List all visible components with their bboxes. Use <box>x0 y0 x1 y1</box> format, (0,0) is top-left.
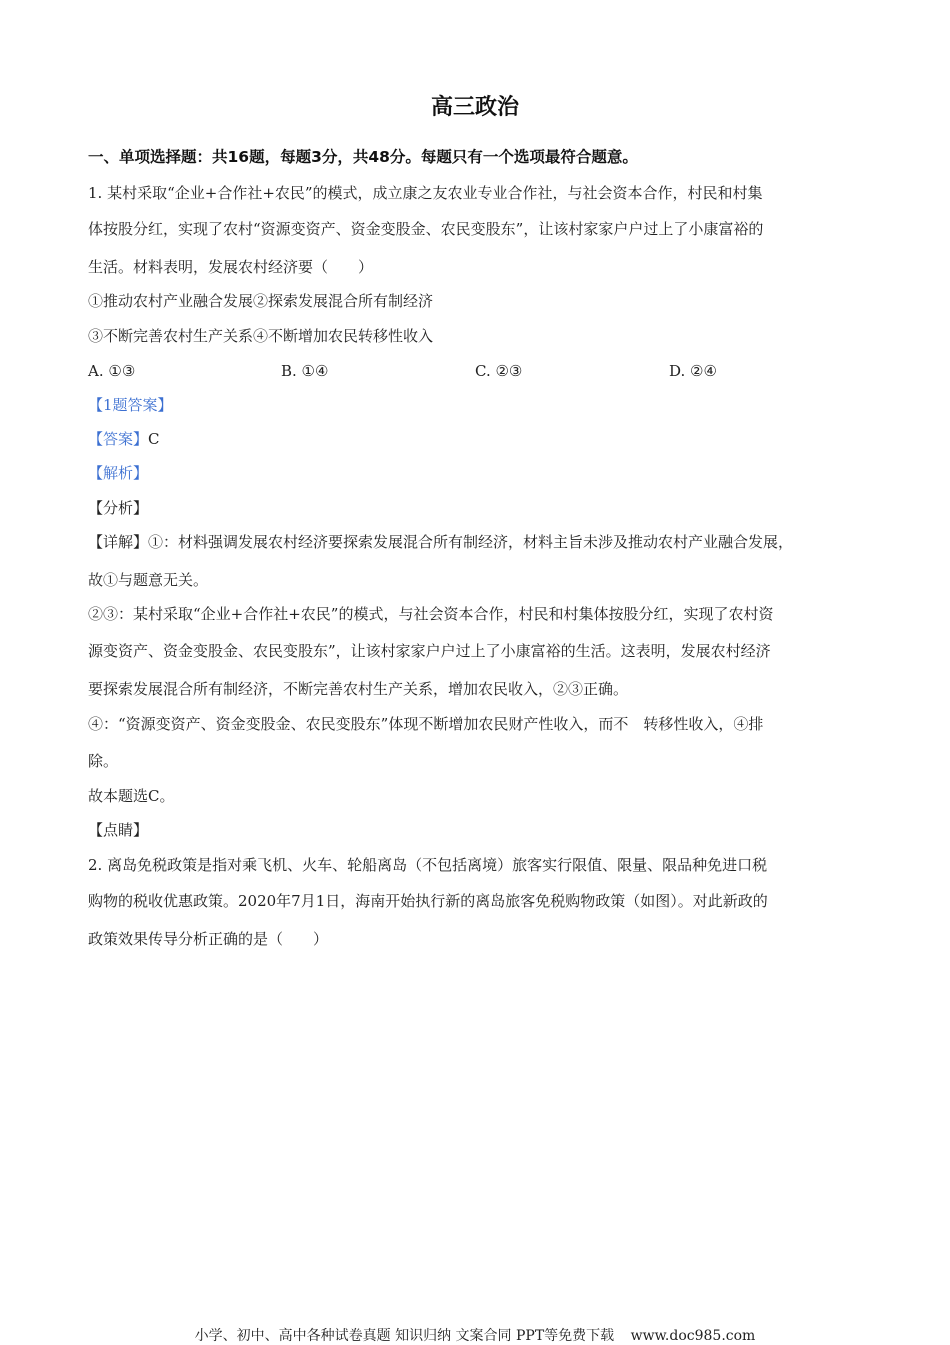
q2-stem-line: 2. 离岛免税政策是指对乘飞机、火车、轮船离岛（不包括离境）旅客实行限值、限量、限品种免进口税 <box>88 856 768 874</box>
answer-section-tag: 【1题答案】 <box>88 396 173 414</box>
footer <box>0 1325 950 1345</box>
detail-line: ②③：某村采取“企业+合作社+农民”的模式，与社会资本合作，村民和村集体按股分红，实现了农村资 <box>88 605 774 623</box>
q1-statement: ③不断完善农村生产关系④不断增加农民转移性收入 <box>88 327 434 345</box>
q1-option-b: B. ①④ <box>281 362 329 380</box>
q1-stem-line: 体按股分红，实现了农村“资源变资产、资金变股金、农民变股东”，让该村家家户户过上了小康富裕的 <box>88 220 764 238</box>
answer-value: C <box>148 430 160 448</box>
detail-line: 除。 <box>88 752 119 770</box>
footer-text: 小学、初中、高中各种试卷真题 知识归纳 文案合同 PPT等免费下载 <box>194 1328 615 1344</box>
footer-link[interactable]: www.doc985.com <box>630 1328 756 1344</box>
detail-line: 源变资产、资金变股金、农民变股东”，让该村家家户户过上了小康富裕的生活。这表明，发展农村经济 <box>88 642 771 660</box>
q1-option-d: D. ②④ <box>669 362 717 380</box>
page-title: 高三政治 <box>430 95 519 120</box>
detail-line: 故①与题意无关。 <box>88 571 209 589</box>
section-heading: 一、单项选择题：共16题，每题3分，共48分。每题只有一个选项最符合题意。 <box>88 148 638 166</box>
q1-stem-line: 生活。材料表明，发展农村经济要（ ） <box>88 258 374 276</box>
answer-label: 【答案】 <box>88 430 149 448</box>
answer-line <box>88 429 160 449</box>
q2-stem-line: 政策效果传导分析正确的是（ ） <box>88 930 329 948</box>
detail-line: 要探索发展混合所有制经济，不断完善农村生产关系，增加农民收入，②③正确。 <box>88 680 629 698</box>
detail-line: ④：“资源变资产、资金变股金、农民变股东”体现不断增加农民财产性收入，而不 转移性收入，④排 <box>88 715 764 733</box>
conclusion: 故本题选C。 <box>88 787 175 805</box>
q1-option-a: A. ①③ <box>88 362 136 380</box>
q1-option-c: C. ②③ <box>475 362 523 380</box>
detail-line: 【详解】①：材料强调发展农村经济要探索发展混合所有制经济，材料主旨未涉及推动农村产业融合发展， <box>88 533 794 551</box>
q1-stem-line: 1. 某村采取“企业+合作社+农民”的模式，成立康之友农业专业合作社，与社会资本合作，村民和村集 <box>88 184 763 202</box>
q1-statement: ①推动农村产业融合发展②探索发展混合所有制经济 <box>88 292 434 310</box>
fenxi-tag: 【分析】 <box>88 499 149 517</box>
dianjing-tag: 【点睛】 <box>88 821 149 839</box>
analysis-tag: 【解析】 <box>88 464 149 482</box>
q2-stem-line: 购物的税收优惠政策。2020年7月1日，海南开始执行新的离岛旅客免税购物政策（如图）。对此新政的 <box>88 892 768 910</box>
